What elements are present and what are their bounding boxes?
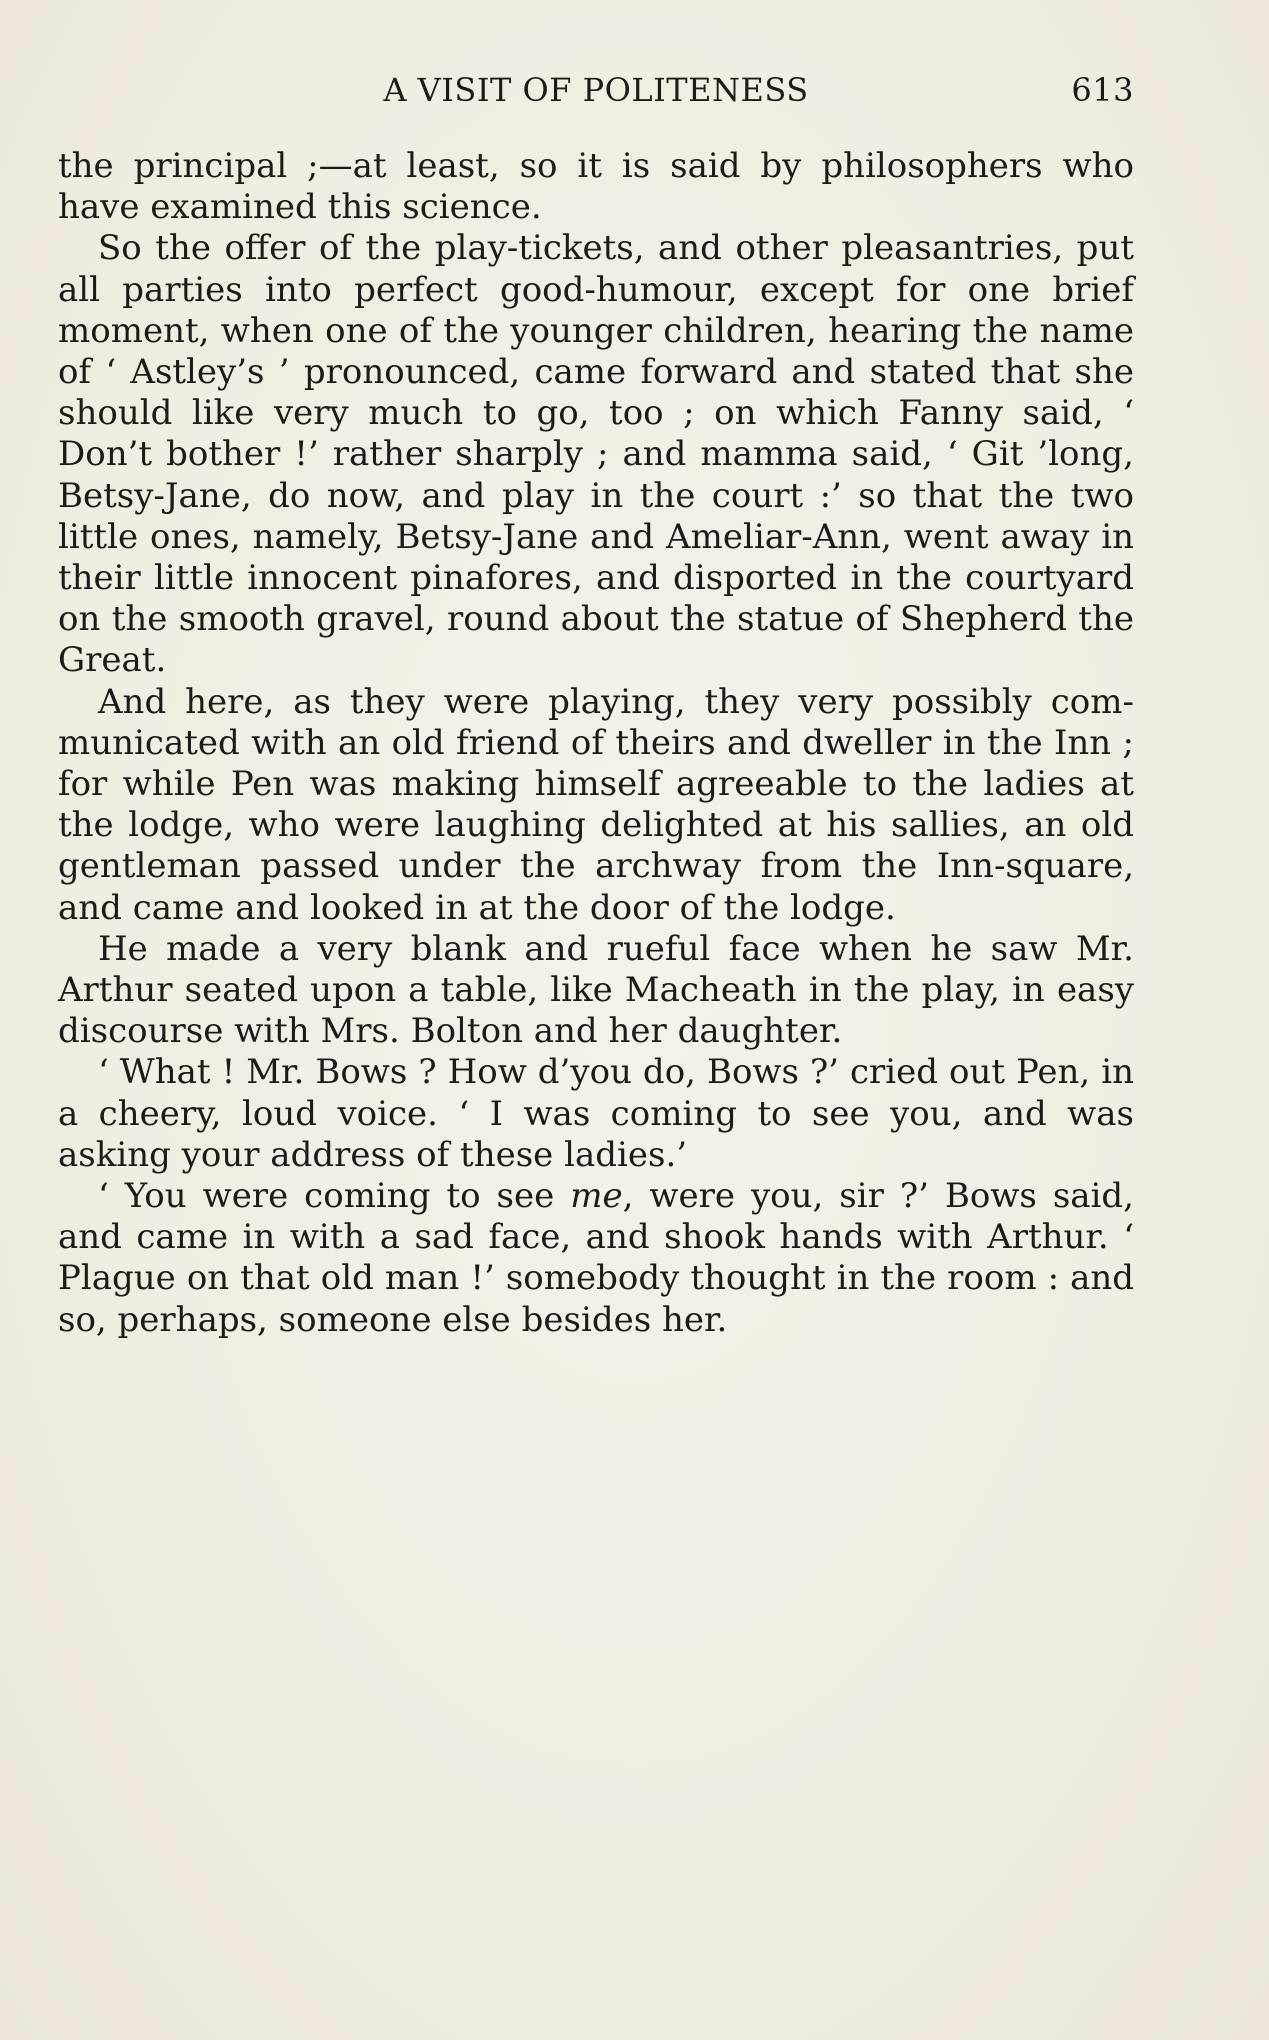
page-header	[58, 68, 1134, 112]
page-number: 613	[1071, 71, 1134, 109]
body-text	[58, 146, 1134, 1341]
paragraph: ‘ What ! Mr. Bows ? How d’you do, Bows ?’ cried out Pen, in a cheery, loud voice. ‘ I was coming to see you, and was asking your address of these ladies.’	[58, 1052, 1134, 1175]
paragraph: So the offer of the play-tickets, and other pleasantries, put all parties into perfect good-humour, except for one brief moment, when one of the younger children, hearing the name of ‘ Astley’s ’ pronounced, came forward and stated that she should like very much to go, too ; on which Fanny said, ‘ Don’t bother !’ rather sharply ; and mamma said, ‘ Git ’long, Betsy-Jane, do now, and play in the court :’ so that the two little ones, namely, Betsy-Jane and Ameliar-Ann, went away in their little innocent pinafores, and disported in the courtyard on the smooth gravel, round about the statue of Shepherd the Great.	[58, 228, 1134, 681]
emphasis: me	[570, 1176, 623, 1217]
paragraph: the principal ;—at least, so it is said by philosophers who have examined this science.	[58, 146, 1134, 228]
text-run: , were you, sir ?’ Bows said, and came in with a sad face, and shook hands with Arthur. ‘ Plague on that old man !’ somebody thought in the room : and so, perhaps, someone else besides her.	[58, 1176, 1134, 1340]
paragraph: And here, as they were playing, they very possibly communicated with an old friend of theirs and dweller in the Inn ; for while Pen was making himself agreeable to the ladies at the lodge, who were laughing delighted at his sallies, an old gentleman passed under the archway from the Inn-square, and came and looked in at the door of the lodge.	[58, 681, 1134, 928]
paragraph	[58, 1176, 1134, 1341]
paragraph: He made a very blank and rueful face when he saw Mr. Arthur seated upon a table, like Macheath in the play, in easy discourse with Mrs. Bolton and her daughter.	[58, 928, 1134, 1052]
running-title: A VISIT OF POLITENESS	[383, 71, 809, 109]
text-run: ‘ You were coming to see	[98, 1176, 571, 1217]
